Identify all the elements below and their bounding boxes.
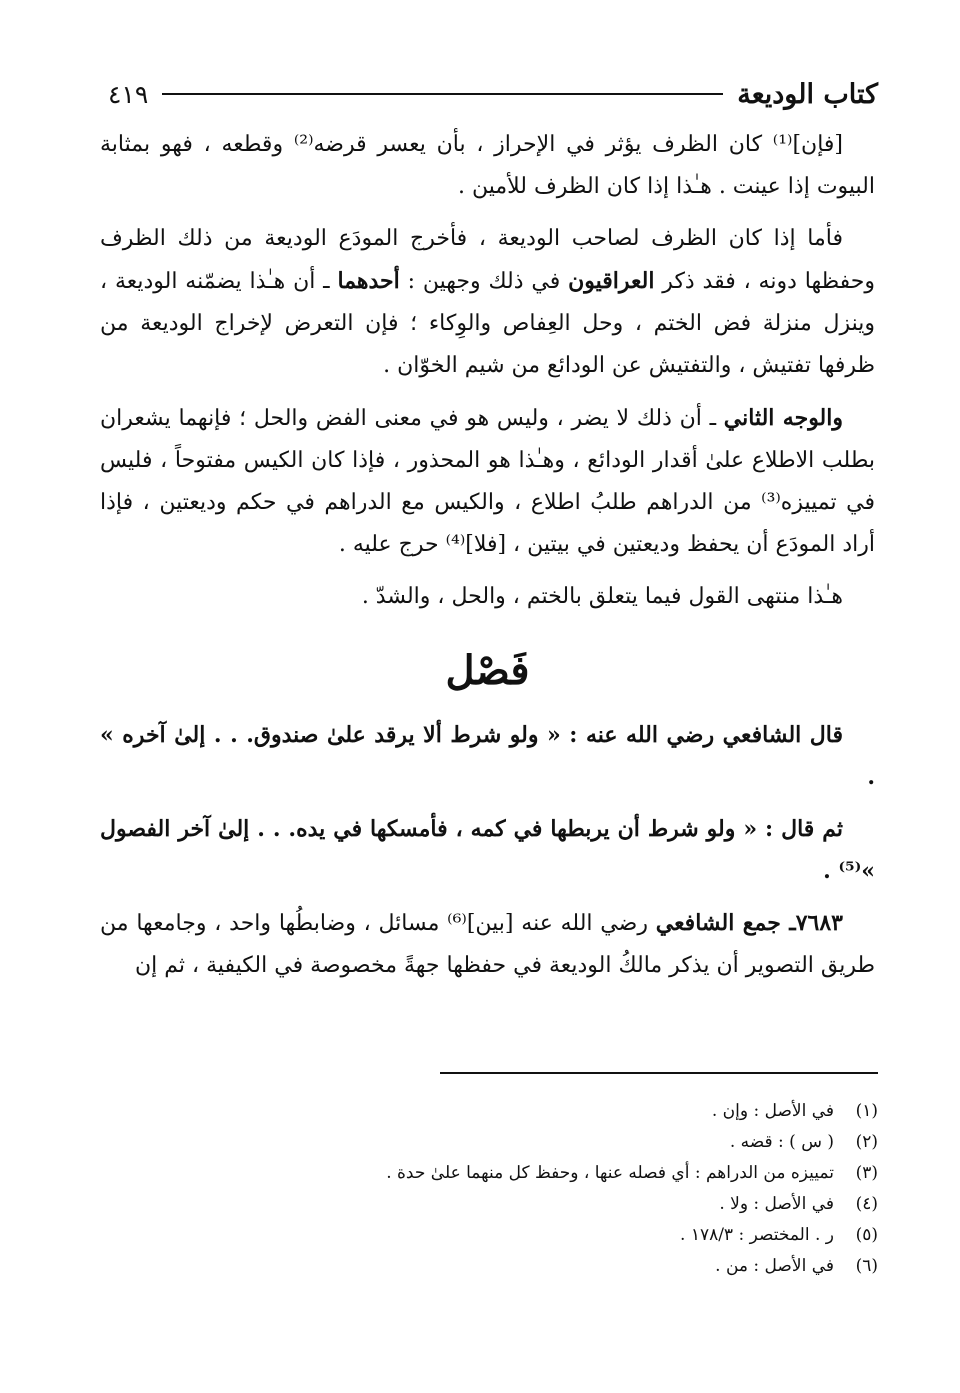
- p2-text-a: فأما إذا كان الظرف لصاحب الوديعة ، فأخرج المودَع الوديعة من ذلك الظرف وحفظها دونه ، فقد ذكر: [100, 226, 875, 294]
- footnote-item: [300, 1127, 878, 1158]
- main-text: [100, 124, 875, 997]
- footnote-text: ر . المختصر : ١٧٨/٣ .: [680, 1225, 834, 1245]
- footnote-item: [300, 1189, 878, 1220]
- paragraph-4: هـٰذا منتهى القول فيما يتعلق بالختم ، والحل ، والشدّ .: [361, 584, 843, 609]
- footnotes: [300, 1096, 878, 1282]
- chapter-title: كتاب الوديعة: [737, 78, 878, 110]
- section-para-1: قال الشافعي رضي الله عنه : « ولو شرط ألا يرقد علىٰ صندوق. . . إلىٰ آخره » .: [100, 722, 875, 790]
- running-header: [108, 72, 878, 116]
- footnote-item: [300, 1158, 878, 1189]
- entry-number: ٧٦٨٣ـ: [789, 910, 843, 936]
- footnote-item: [300, 1220, 878, 1251]
- footnote-text: ( س ) : قضه .: [729, 1132, 834, 1152]
- s3-text: رضي الله عنه [بين]⁽⁶⁾ مسائل ، وضابطُها واحد ، وجامعها من طريق التصوير أن يذكر مالكُ الوديعة في حفظها جهةً مخصوصة في الكيفية ، ثم إن: [100, 911, 875, 978]
- footnote-text: في الأصل : من .: [715, 1256, 834, 1276]
- footnote-number: (١): [855, 1101, 878, 1121]
- footnote-number: (٦): [855, 1256, 878, 1276]
- footnote-rule: [440, 1072, 878, 1074]
- footnote-text: في الأصل : ولا .: [719, 1194, 834, 1214]
- footnote-number: (٢): [855, 1132, 878, 1152]
- paragraph-2: [100, 218, 875, 387]
- p3-bold-second: والوجه الثاني: [723, 405, 843, 431]
- p2-bold-iraqis: العراقيون: [568, 268, 655, 294]
- p2-text-c: ـ أن هـٰذا يضمّنه الوديعة ، وينزل منزلة فض الختم ، وحل العِفاص والوِكاء ؛ فإن التعرض لإخراج الوديعة من ظرفها تفتيش ، والتفتيش عن الودائع من شيم الخوّان .: [100, 269, 875, 378]
- footnote-number: (٤): [855, 1194, 878, 1214]
- footnote-number: (٣): [855, 1163, 878, 1183]
- header-rule: [162, 93, 723, 95]
- section-para-2: ثم قال : « ولو شرط أن يربطها في كمه ، فأمسكها في يده. . . إلىٰ آخر الفصول »⁽⁵⁾ .: [100, 816, 875, 884]
- section-heading: فَصْل: [445, 647, 530, 694]
- s3-bold-shafii: جمع الشافعي: [655, 910, 790, 936]
- p3-text: ـ أن ذلك لا يضر ، وليس هو في معنى الفض والحل ؛ فإنهما يشعران بطلب الاطلاع علىٰ أقدار الودائع ، وهـٰذا هو المحذور ، فإذا كان الكيس مفتوحاً ، فليس في تمييزه⁽³⁾ من الدراهم طلبُ اطلاع ، والكيس مع الدراهم في حكم وديعتين ، فإذا أراد المودَع أن يحفظ وديعتين في بيتين ، [فلا]⁽⁴⁾ حرج عليه .: [100, 406, 875, 557]
- footnote-text: في الأصل : وإن .: [711, 1101, 834, 1121]
- paragraph-1: [فإن]⁽¹⁾ كان الظرف يؤثر في الإحراز ، بأن يعسر قرضه⁽²⁾ وقطعه ، فهو بمثابة البيوت إذا عينت . هـٰذا إذا كان الظرف للأمين .: [100, 132, 875, 199]
- footnote-number: (٥): [855, 1225, 878, 1245]
- footnote-item: [300, 1251, 878, 1282]
- p2-text-b: في ذلك وجهين :: [399, 269, 569, 294]
- p2-bold-first: أحدهما: [337, 268, 400, 294]
- page-number: ٤١٩: [108, 79, 149, 109]
- paragraph-3: [100, 397, 875, 566]
- footnote-text: تمييزه من الدراهم : أي فصله عنها ، وحفظ كل منهما علىٰ حدة .: [386, 1163, 834, 1183]
- section-para-3: [100, 902, 875, 987]
- footnote-item: [300, 1096, 878, 1127]
